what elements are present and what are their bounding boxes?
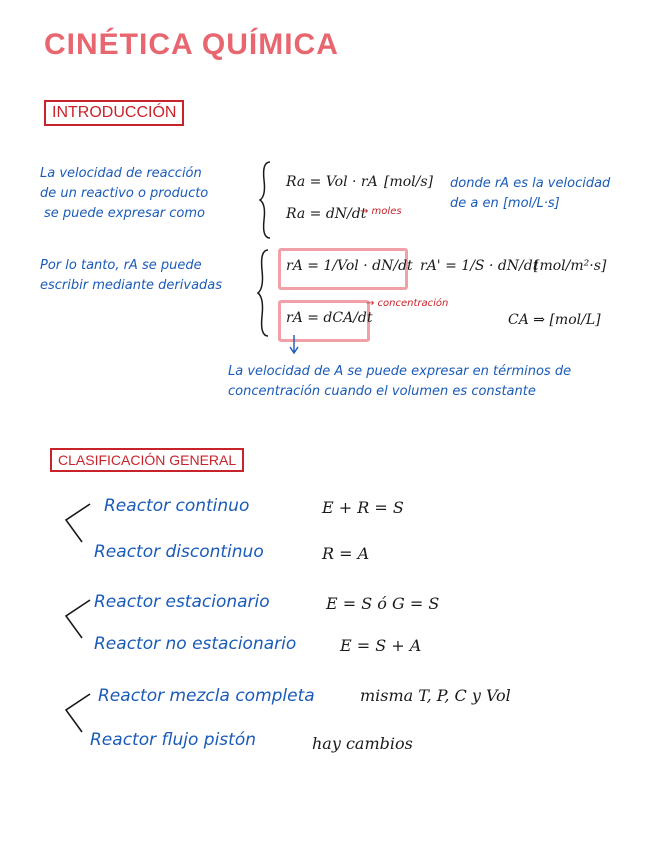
page-title: CINÉTICA QUÍMICA <box>44 28 339 61</box>
eq-ra-dn: Ra = dN/dt <box>286 206 367 222</box>
reactor-label: Reactor flujo pistón <box>90 730 256 750</box>
reactor-label: Reactor no estacionario <box>94 634 297 654</box>
eq-ra-vol-deriv: rA = 1/Vol · dN/dt <box>286 258 413 274</box>
eq-ra-conc-note: → concentración <box>366 298 449 309</box>
conc-line: La velocidad de A se puede expresar en términos de <box>228 364 572 379</box>
reactor-condition: R = A <box>322 544 370 563</box>
eq-ca-units: CA ⇒ [mol/L] <box>508 312 601 328</box>
conc-text <box>228 362 571 402</box>
intro-heading: INTRODUCCIÓN <box>44 100 184 126</box>
eq-ra-conc: rA = dCA/dt <box>286 310 373 326</box>
bracket-icon <box>62 500 94 546</box>
conc-line: concentración cuando el volumen es constante <box>228 384 536 399</box>
reactor-label: Reactor estacionario <box>94 592 270 612</box>
bracket-icon <box>62 596 94 642</box>
intro-desc-line: se puede expresar como <box>44 206 205 221</box>
reactor-condition: misma T, P, C y Vol <box>360 686 511 705</box>
reactor-condition: E = S ó G = S <box>326 594 440 613</box>
deriv-line: Por lo tanto, rA se puede <box>40 258 202 273</box>
where-line: donde rA es la velocidad <box>450 176 611 191</box>
eq-ra-surface-units: [mol/m²·s] <box>534 258 607 274</box>
intro-desc-line: La velocidad de reacción <box>40 166 202 181</box>
deriv-line: escribir mediante derivadas <box>40 278 223 293</box>
eq-ra-vol-units: [mol/s] <box>384 174 434 190</box>
brace-icon <box>256 248 272 338</box>
reactor-condition: E + R = S <box>322 498 404 517</box>
arrow-down-icon <box>288 334 300 356</box>
reactor-condition: E = S + A <box>340 636 422 655</box>
eq-ra-dn-note: → moles <box>360 206 402 217</box>
reactor-label: Reactor continuo <box>104 496 250 516</box>
reactor-label: Reactor discontinuo <box>94 542 264 562</box>
eq-ra-surface: rA' = 1/S · dN/dt <box>420 258 539 274</box>
eq-ra-vol: Ra = Vol · rA <box>286 174 378 190</box>
brace-icon <box>258 160 274 240</box>
where-text <box>450 174 610 214</box>
reactor-condition: hay cambios <box>312 734 413 753</box>
intro-desc-line: de un reactivo o producto <box>40 186 209 201</box>
reactor-label: Reactor mezcla completa <box>98 686 315 706</box>
classification-heading: CLASIFICACIÓN GENERAL <box>50 448 244 472</box>
intro-desc <box>40 164 208 224</box>
where-line: de a en [mol/L·s] <box>450 196 560 211</box>
deriv-text <box>40 256 222 296</box>
